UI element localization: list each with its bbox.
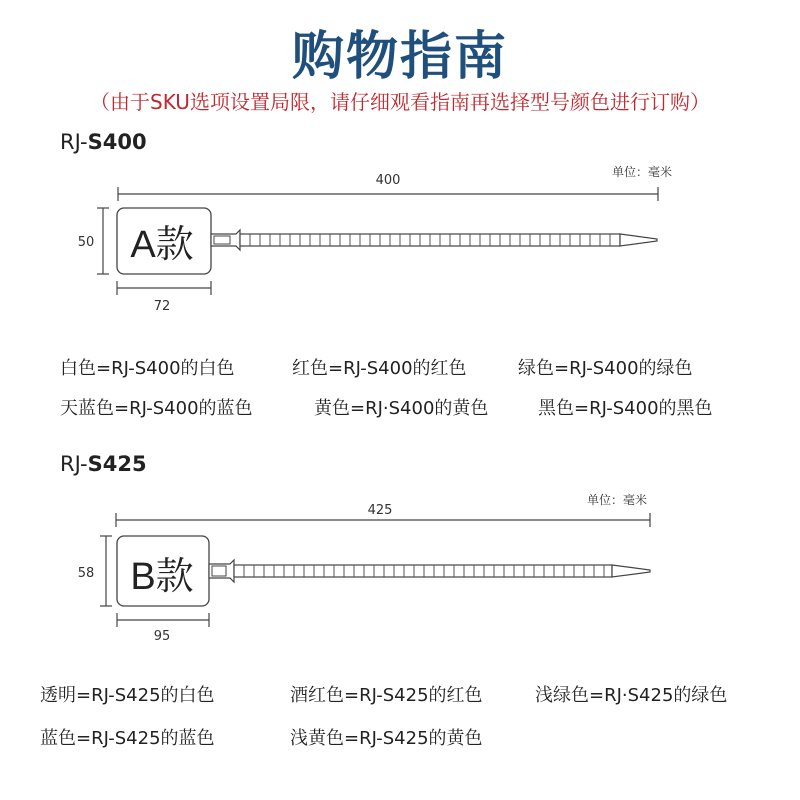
- model-a-unit-label: 单位：毫米: [612, 165, 673, 179]
- model-a-height-value: 50: [77, 235, 95, 250]
- page-title: 购物指南: [291, 27, 508, 87]
- page-subtitle: （由于SKU选项设置局限，请仔细观看指南再选择型号颜色进行订购）: [90, 90, 710, 114]
- model-a-lock-head: [211, 230, 240, 250]
- model-a-color-note: 黄色=RJ·S400的黄色: [314, 398, 489, 419]
- model-a-color-note: 天蓝色=RJ-S400的蓝色: [60, 398, 253, 419]
- model-b-lock-head: [209, 560, 234, 582]
- model-b-color-note: 蓝色=RJ-S425的蓝色: [40, 728, 215, 749]
- model-b-diagram: [0, 478, 800, 653]
- model-b-height-value: 58: [77, 566, 95, 581]
- model-a-length-value: 400: [375, 173, 401, 188]
- model-b-length-value: 425: [367, 503, 393, 518]
- model-b-tag-label: B款: [130, 556, 194, 598]
- model-a-prefix: RJ-: [60, 130, 88, 154]
- model-a-strap: [240, 234, 657, 246]
- model-a-color-note: 黑色=RJ-S400的黑色: [538, 398, 713, 419]
- model-b-prefix: RJ-: [60, 452, 88, 476]
- model-b-color-note: 酒红色=RJ-S425的红色: [290, 685, 483, 706]
- model-b-color-note: 透明=RJ-S425的白色: [40, 685, 215, 706]
- model-b-width-value: 95: [153, 629, 171, 644]
- model-b-code: S425: [87, 452, 147, 476]
- model-a-tag-label: A款: [130, 224, 194, 266]
- model-b-title: [60, 452, 147, 476]
- model-b-color-note: 浅黄色=RJ-S425的黄色: [290, 728, 483, 749]
- model-a-color-note: 红色=RJ-S400的红色: [292, 358, 467, 379]
- model-b-strap: [234, 565, 650, 577]
- model-a-diagram: [0, 150, 800, 315]
- model-b-color-note: 浅绿色=RJ·S425的绿色: [535, 685, 728, 706]
- model-a-code: S400: [87, 130, 147, 154]
- model-b-unit-label: 单位：毫米: [587, 493, 648, 507]
- model-a-color-note: 白色=RJ-S400的白色: [60, 358, 235, 379]
- model-a-width-value: 72: [153, 299, 171, 314]
- model-a-color-note: 绿色=RJ-S400的绿色: [518, 358, 693, 379]
